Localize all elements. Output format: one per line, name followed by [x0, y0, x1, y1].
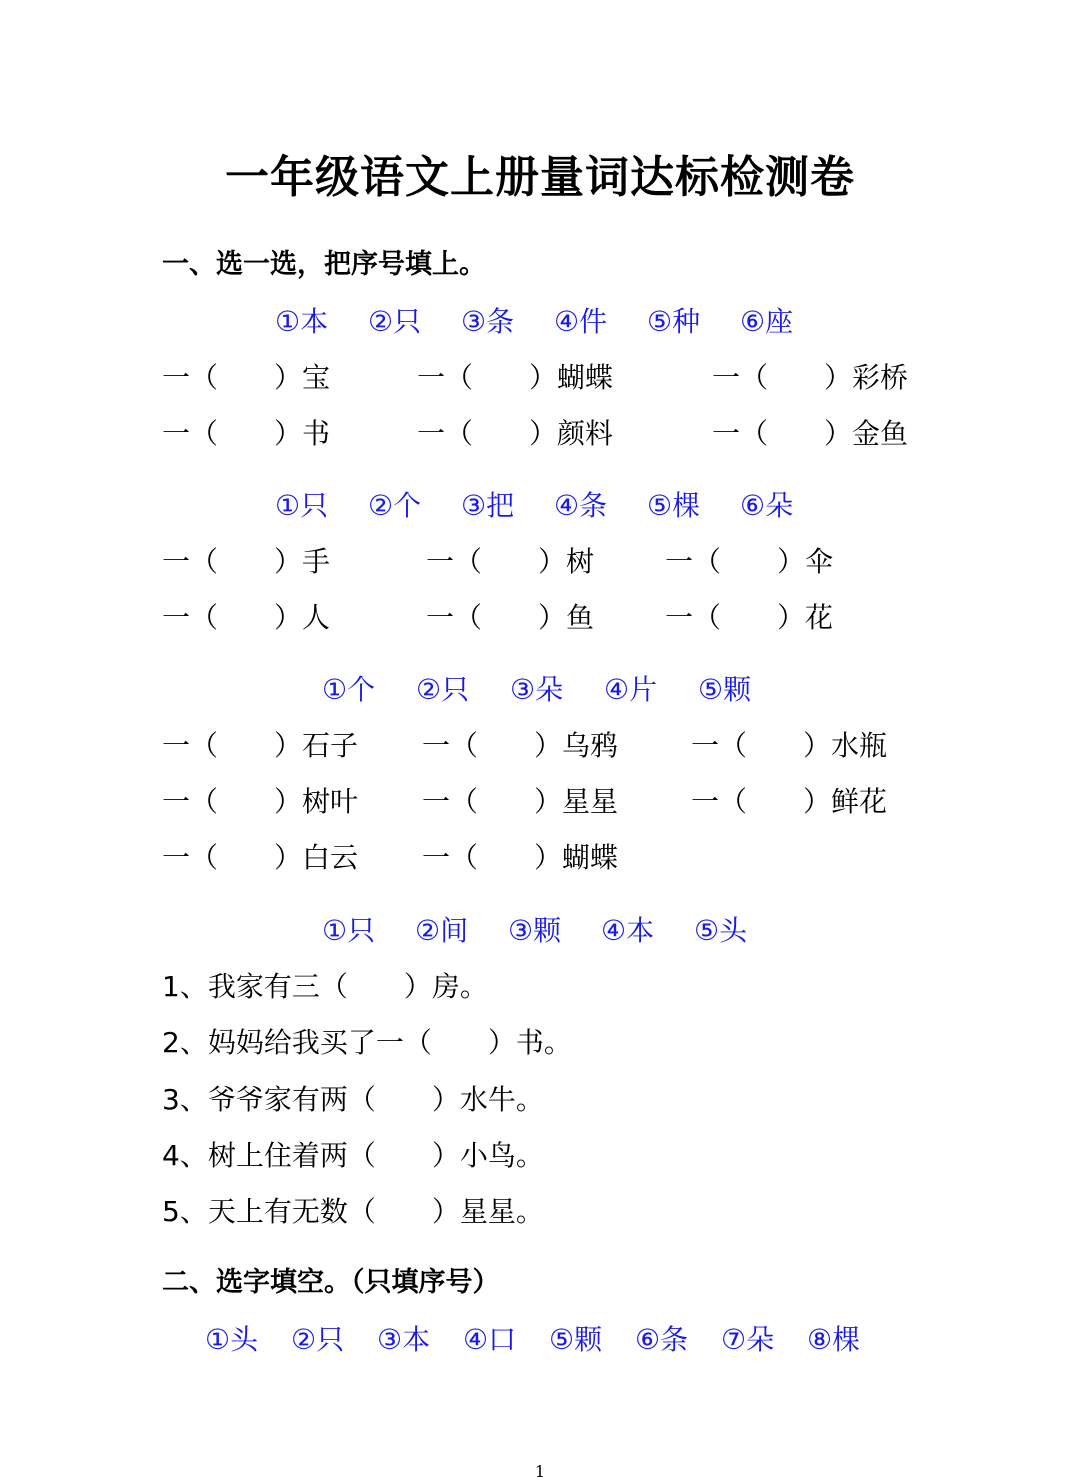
fill-blank-item: 一（ ）蝴蝶	[422, 841, 619, 874]
option-item: ①只	[322, 914, 376, 947]
option-item: ①只	[275, 489, 329, 522]
option-item: ②只	[416, 673, 470, 706]
fill-blank-item: 一（ ）鲜花	[691, 785, 888, 818]
option-item: ⑤头	[694, 914, 748, 947]
fill-row	[0, 360, 1080, 396]
option-item: ③条	[461, 305, 515, 338]
option-list-group-1	[275, 304, 793, 340]
option-item: ⑤种	[647, 305, 701, 338]
sentence-item: 1、我家有三（ ）房。	[162, 970, 488, 1003]
fill-blank-item: 一（ ）水瓶	[691, 729, 888, 762]
fill-row	[0, 544, 1080, 580]
option-item: ⑥条	[635, 1323, 689, 1356]
sentence-item: 5、天上有无数（ ）星星。	[162, 1195, 544, 1228]
sentence-item: 3、爷爷家有两（ ）水牛。	[162, 1083, 544, 1116]
option-item: ⑥座	[740, 305, 794, 338]
fill-blank-item: 一（ ）树叶	[162, 785, 359, 818]
fill-blank-item: 一（ ）人	[162, 601, 331, 634]
option-item: ④件	[554, 305, 608, 338]
fill-blank-item: 一（ ）手	[162, 545, 331, 578]
fill-blank-item: 一（ ）花	[665, 601, 834, 634]
section-1-heading: 一、选一选，把序号填上。	[162, 249, 486, 280]
fill-row	[0, 840, 1080, 876]
fill-blank-item: 一（ ）彩桥	[712, 361, 909, 394]
option-item: ⑤颗	[698, 673, 752, 706]
option-item: ③朵	[510, 673, 564, 706]
option-item: ⑦朵	[721, 1323, 775, 1356]
fill-blank-item: 一（ ）鱼	[426, 601, 595, 634]
option-item: ④条	[554, 489, 608, 522]
fill-row	[0, 416, 1080, 452]
option-list-group-3	[322, 672, 751, 708]
option-item: ③把	[461, 489, 515, 522]
option-item: ④本	[601, 914, 655, 947]
option-list-section-2	[205, 1322, 860, 1358]
fill-row	[0, 784, 1080, 820]
fill-blank-item: 一（ ）白云	[162, 841, 359, 874]
page-title: 一年级语文上册量词达标检测卷	[225, 152, 855, 203]
fill-blank-item: 一（ ）蝴蝶	[417, 361, 614, 394]
option-item: ②个	[368, 489, 422, 522]
option-item: ②只	[368, 305, 422, 338]
option-item: ⑧棵	[807, 1323, 861, 1356]
fill-blank-item: 一（ ）乌鸦	[422, 729, 619, 762]
page-number: 1	[534, 1462, 546, 1481]
fill-blank-item: 一（ ）伞	[665, 545, 834, 578]
option-item: ⑥朵	[740, 489, 794, 522]
option-item: ②只	[291, 1323, 345, 1356]
fill-blank-item: 一（ ）颜料	[417, 417, 614, 450]
fill-blank-item: 一（ ）宝	[162, 361, 331, 394]
fill-row	[0, 728, 1080, 764]
option-item: ⑤颗	[549, 1323, 603, 1356]
option-item: ③本	[377, 1323, 431, 1356]
option-item: ④口	[463, 1323, 517, 1356]
option-item: ①个	[322, 673, 376, 706]
option-item: ④片	[604, 673, 658, 706]
option-item: ①头	[205, 1323, 259, 1356]
fill-blank-item: 一（ ）书	[162, 417, 331, 450]
fill-blank-item: 一（ ）金鱼	[712, 417, 909, 450]
fill-row	[0, 600, 1080, 636]
sentence-item: 4、树上住着两（ ）小鸟。	[162, 1139, 544, 1172]
option-list-group-4	[322, 913, 747, 949]
fill-blank-item: 一（ ）星星	[422, 785, 619, 818]
option-item: ②间	[415, 914, 469, 947]
option-item: ⑤棵	[647, 489, 701, 522]
option-item: ③颗	[508, 914, 562, 947]
option-item: ①本	[275, 305, 329, 338]
option-list-group-2	[275, 488, 793, 524]
section-2-heading: 二、选字填空。（只填序号）	[162, 1267, 500, 1298]
fill-blank-item: 一（ ）石子	[162, 729, 359, 762]
sentence-item: 2、妈妈给我买了一（ ）书。	[162, 1026, 572, 1059]
fill-blank-item: 一（ ）树	[426, 545, 595, 578]
